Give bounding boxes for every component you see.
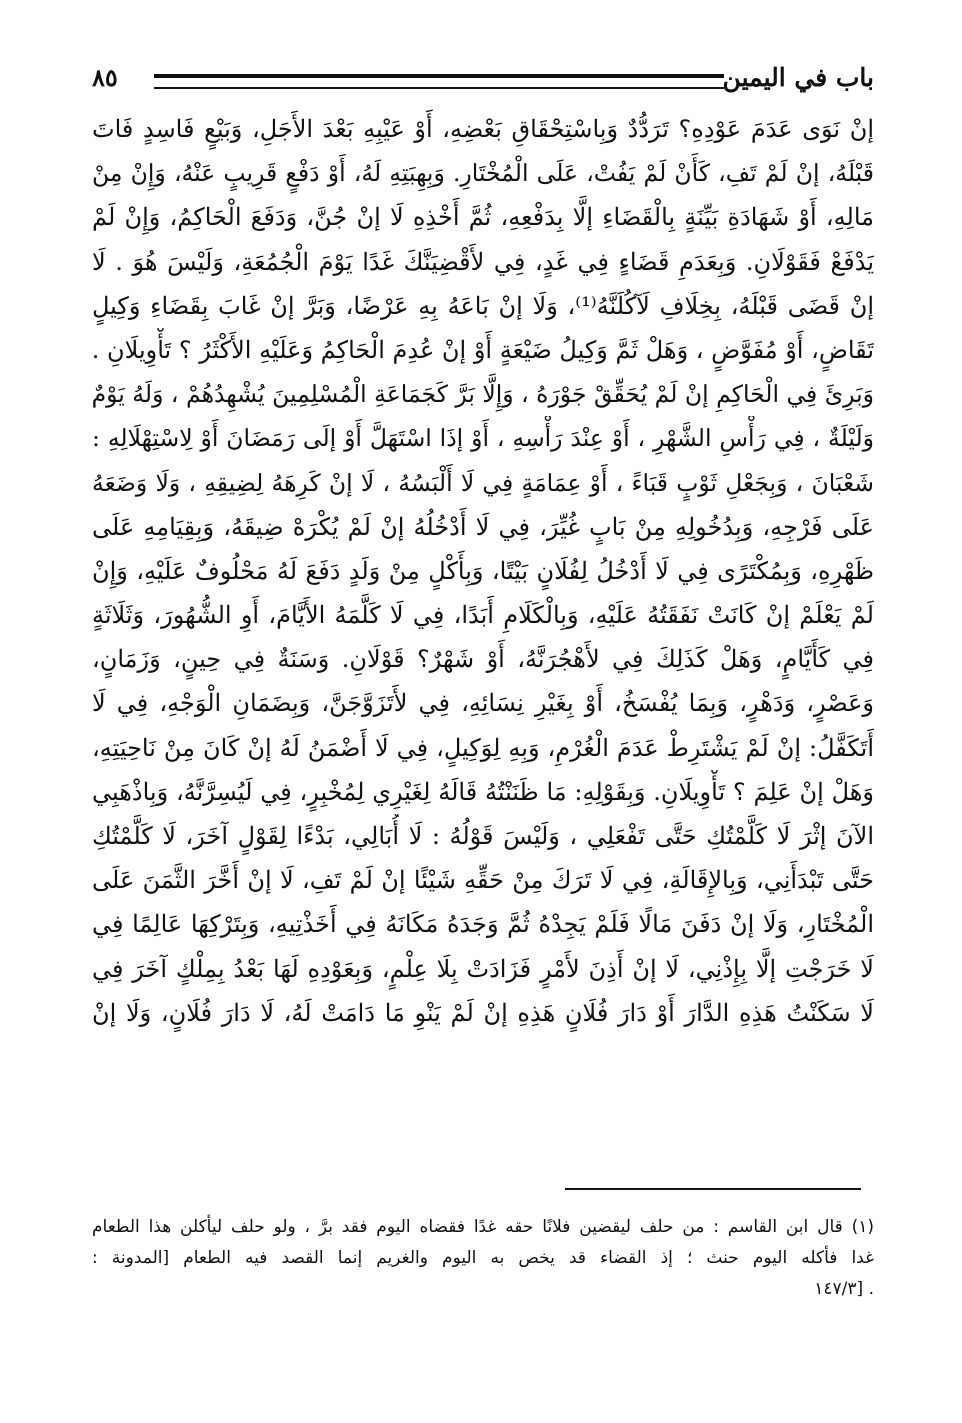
text-line: لَا سَكَنْتُ هَذِهِ الدَّارَ أَوْ دَارَ فُلَانٍ هَذِهِ إنْ لَمْ يَنْوِ مَا دَامَتْ لَهُ، لَا دَارَ فُلَانٍ، وَلَا إنْ [92, 998, 874, 1027]
text-line: أَتَكَفَّلُ: إنْ لَمْ يَشْتَرِطْ عَدَمَ الْغُرْمِ، وَبِهِ لِوَكِيلٍ، فِي لَا أَضْمَنُ لَهُ إنْ كَانَ مِنْ نَاحِيَتِهِ، [92, 733, 874, 762]
chapter-title: باب في اليمين [722, 63, 874, 92]
text-line: وَلَيْلَةٌ ، فِي رَأْسِ الشَّهْرِ ، أَوْ عِنْدَ رَأْسِهِ ، أَوْ إذَا اسْتَهَلَّ أَوْ إلَى رَمَضَانَ أَوْ لِاسْتِهْلَالِهِ : [92, 424, 874, 453]
text-line: وَهَلْ إنْ عَلِمَ ؟ تَأْوِيلَانِ. وَبِقَوْلِهِ: مَا ظَنَنْتُهُ قَالَهُ لِغَيْرِي لِمُخْبِرٍ، فِي لَيُسِرَّنَّهُ، وَبِاذْهَبِي [92, 777, 874, 806]
text-line: فِي كَأَيَّامٍ، وَهَلْ كَذَلِكَ فِي لأَهْجُرَنَّهُ، أَوْ شَهْرٌ؟ قَوْلَانِ. وَسَنَةٌ فِي حِينٍ، وَزَمَانٍ، [92, 645, 874, 674]
main-text [92, 107, 874, 1035]
page-number: ٨٥ [92, 63, 118, 92]
text-line: وَعَصْرٍ، وَدَهْرٍ، وَبِمَا يُفْسَخُ، أَوْ بِغَيْرِ نِسَائِهِ، فِي لأَتَزَوَّجَنَّ، وَبِضَمَانِ الْوَجْهِ، فِي لَا [92, 689, 874, 718]
text-line: تَقَاضٍ، أَوْ مُفَوَّضٍ ، وَهَلْ ثَمَّ وَكِيلُ ضَيْعَةٍ أَوْ إنْ عُدِمَ الْحَاكِمُ وَعَلَيْهِ الأَكْثَرُ ؟ تَأْوِيلَانِ . [92, 335, 874, 364]
text-line: الآنَ إثْرَ لَا كَلَّمْتُكِ حَتَّى تَفْعَلِي ، وَلَيْسَ قَوْلُهُ : لَا أُبَالِي، بَدْءًا لِقَوْلٍ آخَرَ، لَا كَلَّمْتُكِ [92, 822, 874, 850]
text-line: وَبَرِئَ فِي الْحَاكِمِ إنْ لَمْ يُحَقِّقْ جَوْرَهُ ، وَإِلَّا بَرَّ كَجَمَاعَةِ الْمُسْلِمِينَ يُشْهِدُهُمْ ، وَلَهُ يَوْمٌ [92, 380, 874, 409]
text-line: قَبْلَهُ، إنْ لَمْ تَفِ، كَأَنْ لَمْ يَفُتْ، عَلَى الْمُخْتَارِ. وَبِهِبَتِهِ لَهُ، أَوْ دَفْعٍ قَرِيبٍ عَنْهُ، وَإِنْ مِنْ [92, 159, 874, 188]
text-line: إنْ نَوَى عَدَمَ عَوْدِهِ؟ تَرَدُّدٌ وَبِاسْتِحْقَاقِ بَعْضِهِ، أَوْ عَيْبِهِ بَعْدَ الأَجَلِ، وَبَيْعٍ فَاسِدٍ فَاتَ [92, 115, 874, 143]
text-line: حَتَّى تَبْدَأَنِي، وَبِالإِقَالَةِ، فِي لَا تَرَكَ مِنْ حَقِّهِ شَيْئًا إنْ لَمْ تَفِ، لَا إنْ أَخَّرَ الثَّمَنَ عَلَى [92, 866, 874, 895]
text-line: إنْ قَضَى قَبْلَهُ، بِخِلَافِ لَآكُلَنَّهُ⁽¹⁾، وَلَا إنْ بَاعَهُ بِهِ عَرْضًا، وَبَرَّ إنْ غَابَ بِقَضَاءِ وَكِيلٍ [92, 291, 874, 320]
text-line: شَعْبَانَ ، وَبِجَعْلِ ثَوْبٍ قَبَاءً ، أَوْ عِمَامَةٍ فِي لَا أَلْبَسُهُ ، لَا إنْ كَرِهَهُ لِضِيقِهِ ، وَلَا وَضَعَهُ [92, 468, 874, 497]
text-line: الْمُخْتَارِ، وَلَا إنْ دَفَنَ مَالًا فَلَمْ يَجِدْهُ ثُمَّ وَجَدَهُ مَكَانَهُ فِي أَخَذْتِيهِ، وَبِتَرْكِهَا عَالِمًا فِي [92, 910, 874, 939]
text-line: يَدْفَعْ فَقَوْلَانِ. وَبِعَدَمِ قَضَاءٍ فِي غَدٍ، فِي لأَقْضِيَنَّكَ غَدًا يَوْمَ الْجُمُعَةِ، وَلَيْسَ هُوَ . لَا [92, 247, 874, 276]
text-line: مَالِهِ، أَوْ شَهَادَةِ بَيِّنَةٍ بِالْقَضَاءِ إلَّا بِدَفْعِهِ، ثُمَّ أَخْذِهِ لَا إنْ جُنَّ، وَدَفَعَ الْحَاكِمُ، وَإِنْ لَمْ [92, 203, 874, 232]
header-rule [154, 74, 724, 89]
footnote-separator [565, 1188, 861, 1190]
text-line: لَا خَرَجْتِ إلَّا بِإِذْنِي، لَا إنْ أَذِنَ لأَمْرٍ فَزَادَتْ بِلَا عِلْمٍ، وَبِعَوْدِهِ لَهَا بَعْدُ بِمِلْكٍ آخَرَ فِي [92, 954, 874, 983]
footnote-line: . [١٤٧/٣ [814, 1279, 874, 1299]
footnote-line: غدا فأكله اليوم حنث ؛ إذ القضاء قد يخص به اليوم والغريم إنما القصد فيه الطعام [المدونة : [92, 1248, 874, 1268]
text-line: ظَهْرِهِ، وَبِمُكْتَرًى فِي لَا أَدْخُلُ لِفُلَانٍ بَيْتًا، وَبِأَكْلٍ مِنْ وَلَدٍ دَفَعَ لَهُ مَحْلُوفٌ عَلَيْهِ، وَإِنْ [92, 556, 874, 585]
footnote [92, 1212, 874, 1305]
running-header [92, 60, 874, 100]
footnote-line: (١) قال ابن القاسم : من حلف ليقضين فلانًا حقه غدًا فقضاه اليوم فقد برَّ ، ولو حلف ليأكلن هذا الطعام [92, 1217, 874, 1237]
text-line: عَلَى فَرْجِهِ، وَبِدُخُولِهِ مِنْ بَابٍ غُيِّرَ، فِي لَا أَدْخُلُهُ إنْ لَمْ يُكْرَهْ ضِيقَهُ، وَبِقِيَامِهِ عَلَى [92, 512, 874, 541]
text-line: لَمْ يَعْلَمْ إنْ كَانَتْ نَفَقَتُهُ عَلَيْهِ، وَبِالْكَلَامِ أَبَدًا، فِي لَا كَلَّمَهُ الأَيَّامَ، أَوِ الشُّهُورَ، وَثَلَاثَةٍ [92, 601, 874, 630]
